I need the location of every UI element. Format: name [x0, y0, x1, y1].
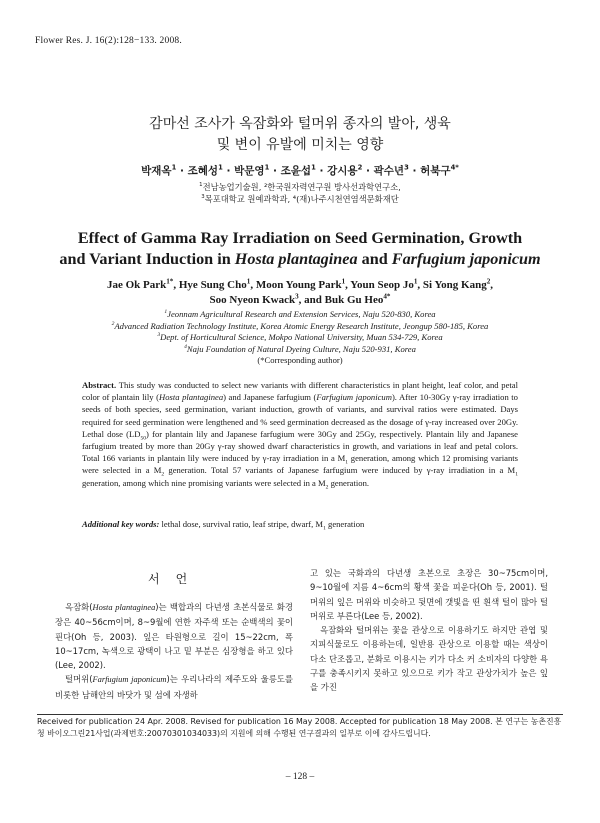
en-affiliation: $^1$Jeonnam Agricultural Research and Extension Services, Naju 520-830, Korea — [164, 309, 436, 319]
ko-author: 조혜성$^1$ — [187, 163, 223, 177]
en-author: Hye Sung Cho$^1$ — [178, 277, 251, 291]
en-affiliation: $^4$Naju Foundation of Natural Dyeing Culture, Naju 520-931, Korea — [184, 343, 416, 354]
korean-title — [0, 114, 600, 156]
paragraph: 옥잠화(Hosta plantaginea)는 백합과의 다년생 초본식물로 화경장은 40~56cm이며, 8~9월에 연한 자주색 또는 순백색의 꽃이 핀다(Oh 등, 2003). 잎은 타원형으로 길이 15~22cm, 폭 10~17cm, 녹색으로 광택이 나고 밑 부분은 심장형을 하고 있다(Lee, 2002). — [55, 602, 293, 671]
en-affiliation: $^2$Advanced Radiation Technology Institute, Korea Atomic Energy Research Institute, Jeongup 580-185, Korea — [111, 320, 489, 331]
en-author: Soo Nyeon Kwack$^3$ — [209, 292, 299, 306]
page-number: – 128 – — [285, 772, 315, 782]
ko-author: 박문영$^1$ — [234, 163, 270, 177]
ko-author: 허북구$^{4*}$ — [420, 163, 459, 177]
section-heading: 서언 — [148, 572, 204, 586]
ko-affiliation-line-2: $^3$목포대학교 원예과학과, ⁴(재)나주시천연염색문화재단 — [201, 194, 399, 204]
footnote: Received for publication 24 Apr. 2008. Revised for publication 16 May 2008. Accepted for publication 18 May 2008. 본 연구는 농촌진흥청 바이오그린21사업(과제번호:20070301034033)의 지원에 의해 수행된 연구결과의 일부로 이에 감사드립니다. — [37, 717, 562, 738]
keywords: Additional key words: lethal dose, survival ratio, leaf stripe, dwarf, $M_1$ generation — [82, 519, 365, 532]
english-authors — [0, 278, 600, 308]
korean-authors: 박재옥$^1$ · 조혜성$^1$ · 박문영$^1$ · 조윤섭$^1$ · 강시용$^2$ · 곽수년$^3$ · 허북구$^{4*}$ — [141, 163, 459, 177]
en-author: Si Yong Kang$^2$ — [422, 277, 491, 291]
right-column — [310, 566, 548, 695]
ko-affiliation-line-1: $^1$전남농업기술원, ²한국원자력연구원 방사선과학연구소, — [199, 182, 401, 192]
footnote-rule — [37, 714, 563, 715]
ko-author: 조윤섭$^1$ — [280, 163, 316, 177]
korean-affiliations — [0, 181, 600, 205]
paragraph: 옥잠화와 털머위는 꽃을 관상으로 이용하기도 하지만 관엽 및 지피식물로도 이용하는데, 일반용 관상으로 이용할 때는 색상이 다소 단조롭고, 분화로 이용시는 키가 다소 커 소비자의 다양한 욕구를 충족시키지 못하고 있으므로 키가 작고 관상가치가 높은 잎을 가진 — [310, 625, 548, 693]
ko-author: 강시용$^2$ — [327, 163, 363, 177]
korean-title-line-1: 감마선 조사가 옥잠화와 털머위 종자의 발아, 생육 — [149, 116, 451, 132]
corresponding-author-note: (*Corresponding author) — [257, 355, 343, 365]
paragraph: 고 있는 국화과의 다년생 초본으로 초장은 30~75cm이며, 9~10월에 지름 4~6cm의 황색 꽃을 피운다(Oh 등, 2001). 털머위의 잎은 머위와 비슷하고 뒷면에 갯빛을 띤 흰색 털이 많아 털머위로 부른다(Lee 등, 2002). — [310, 568, 548, 621]
english-authors-line-2: Soo Nyeon Kwack$^3$, and Buk Gu Heo$^{4*}$ — [209, 292, 391, 306]
keywords-label: Additional key words: — [82, 519, 160, 529]
en-author: Buk Gu Heo$^{4*}$ — [324, 292, 391, 306]
en-author: Youn Seop Jo$^1$ — [350, 277, 418, 291]
left-column — [55, 600, 293, 702]
abstract: Abstract. This study was conducted to select new variants with different characteristics in plant height, leaf color, and petal color of plantain lily (Hosta plantaginea) and Japanese farfugium (Farfugium japonicum). After 10-30Gy γ-ray irradiation to seeds of both species, seed germination, variant induction, growth of variants, and survival ratios were estimated. Days required for seed germination were lengthened and % seed germination decreased as the dosage of γ-ray increased over 20Gy. Lethal dose $(LD_{50})$ for plantain lily and Japanese farfugium were 30Gy and 25Gy, respectively. Plantain lily and Japanese farfugium treated by more than 20Gy γ-ray showed dwarf characteristics in growth, and variations in leaf and petal colors. Total 166 variants in plantain lily were induced by γ-ray irradiation in a $M_1$ generation, among which 12 promising variants were selected in a $M_2$ generation. Total 57 variants of Japanese farfugium were induced by γ-ray irradiation in a $M_1$ generation, among which nine promising variants were selected in a $M_2$ generation. — [82, 380, 518, 491]
en-affiliation: $^3$Dept. of Horticultural Science, Mokpo National University, Muan 534-729, Korea — [157, 332, 443, 342]
abstract-label: Abstract. — [82, 380, 117, 390]
ko-author: 곽수년$^3$ — [373, 163, 409, 177]
english-title-line-1: Effect of Gamma Ray Irradiation on Seed Germination, Growth — [77, 229, 523, 247]
english-title-line-2: and Variant Induction in Hosta plantaginea and Farfugium japonicum — [59, 250, 541, 268]
en-author: Moon Young Park$^1$ — [255, 277, 346, 291]
en-author: Jae Ok Park$^{1*}$ — [106, 277, 174, 291]
korean-title-line-2: 및 변이 유발에 미치는 영향 — [216, 137, 384, 153]
ko-author: 박재옥$^1$ — [141, 163, 177, 177]
english-affiliations — [0, 309, 600, 367]
journal-citation: Flower Res. J. 16(2):128−133. 2008. — [35, 36, 182, 46]
english-title — [0, 228, 600, 270]
paragraph: 털머위(Farfugium japonicum)는 우리나라의 제주도와 울릉도를 비롯한 남해안의 바닷가 및 섬에 자생하 — [55, 674, 293, 700]
english-authors-line-1: Jae Ok Park$^{1*}$, Hye Sung Cho$^1$, Moon Young Park$^1$, Youn Seop Jo$^1$, Si Yong Kang$^2$, — [106, 277, 494, 291]
